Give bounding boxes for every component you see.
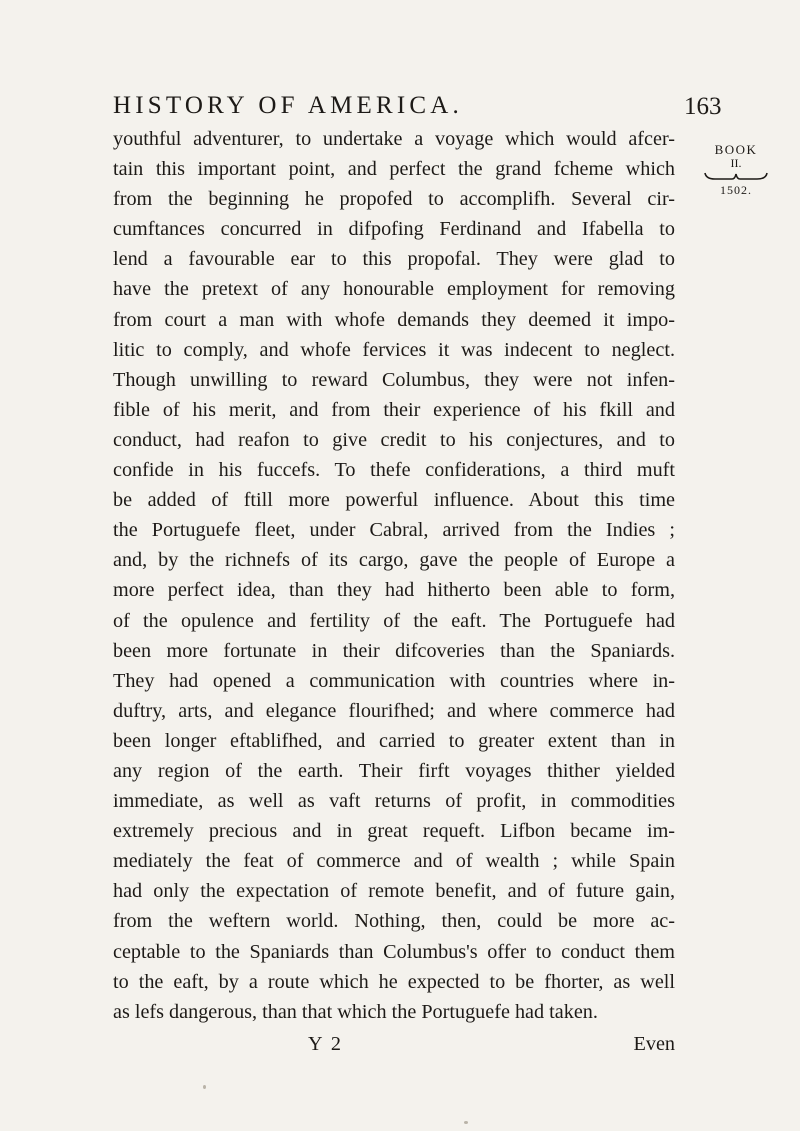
text-line: fible of his merit, and from their experience of his fkill and	[113, 398, 675, 421]
margin-note	[700, 143, 772, 198]
text-line: litic to comply, and whofe fervices it was indecent to neglect.	[113, 338, 675, 361]
text-line: cumftances concurred in difpofing Ferdinand and Ifabella to	[113, 218, 675, 241]
text-line: conduct, had reafon to give credit to his conjectures, and to	[113, 428, 675, 451]
text-line: the Portuguefe fleet, under Cabral, arrived from the Indies ;	[113, 519, 675, 542]
body-text	[113, 124, 675, 1027]
text-line: duftry, arts, and elegance flourifhed; and where commerce had	[113, 699, 675, 722]
text-line: be added of ftill more powerful influence. About this time	[113, 489, 675, 512]
footer-line	[113, 1033, 675, 1063]
brace-ornament-icon	[703, 171, 769, 181]
text-line: extremely precious and in great requeft. Lifbon became im-	[113, 820, 675, 843]
paper-speck	[203, 1085, 206, 1089]
text-line: immediate, as well as vaft returns of profit, in commodities	[113, 790, 675, 813]
paper-speck	[464, 1121, 468, 1124]
margin-book-label: BOOK	[714, 142, 758, 157]
page-number: 163	[684, 93, 722, 120]
text-line: as lefs dangerous, than that which the Portuguefe had taken.	[113, 1000, 598, 1023]
text-line: been longer eftablifhed, and carried to greater extent than in	[113, 729, 675, 752]
text-line: youthful adventurer, to undertake a voyage which would afcer-	[113, 128, 675, 150]
catchword: Even	[633, 1033, 675, 1055]
text-line: and, by the richnefs of its cargo, gave the people of Europe a	[113, 549, 675, 572]
text-line: from court a man with whofe demands they deemed it impo-	[113, 308, 675, 331]
running-title: HISTORY OF AMERICA.	[113, 92, 463, 119]
text-line: to the eaft, by a route which he expected to be fhorter, as well	[113, 970, 675, 993]
text-line: more perfect idea, than they had hitherto been able to form,	[113, 579, 675, 602]
text-line: lend a favourable ear to this propofal. They were glad to	[113, 248, 675, 271]
text-line: been more fortunate in their difcoveries than the Spaniards.	[113, 639, 675, 662]
signature-mark: Y 2	[308, 1033, 343, 1055]
text-line: had only the expectation of remote benefit, and of future gain,	[113, 880, 675, 903]
text-line: of the opulence and fertility of the eaft. The Portuguefe had	[113, 609, 675, 632]
margin-volume-label: II.	[730, 156, 742, 170]
text-line: tain this important point, and perfect the grand fcheme which	[113, 158, 675, 181]
margin-year: 1502.	[720, 183, 752, 197]
text-line: any region of the earth. Their firft voyages thither yielded	[113, 759, 675, 782]
text-line: confide in his fuccefs. To thefe confiderations, a third muft	[113, 459, 675, 482]
text-line: from the beginning he propofed to accomplifh. Several cir-	[113, 188, 675, 211]
text-line: have the pretext of any honourable employment for removing	[113, 278, 675, 301]
text-line: Though unwilling to reward Columbus, they were not infen-	[113, 368, 675, 391]
text-line: They had opened a communication with countries where in-	[113, 669, 675, 692]
text-line: ceptable to the Spaniards than Columbus's offer to conduct them	[113, 940, 675, 963]
text-line: mediately the feat of commerce and of wealth ; while Spain	[113, 850, 675, 873]
text-line: from the weftern world. Nothing, then, could be more ac-	[113, 910, 675, 933]
